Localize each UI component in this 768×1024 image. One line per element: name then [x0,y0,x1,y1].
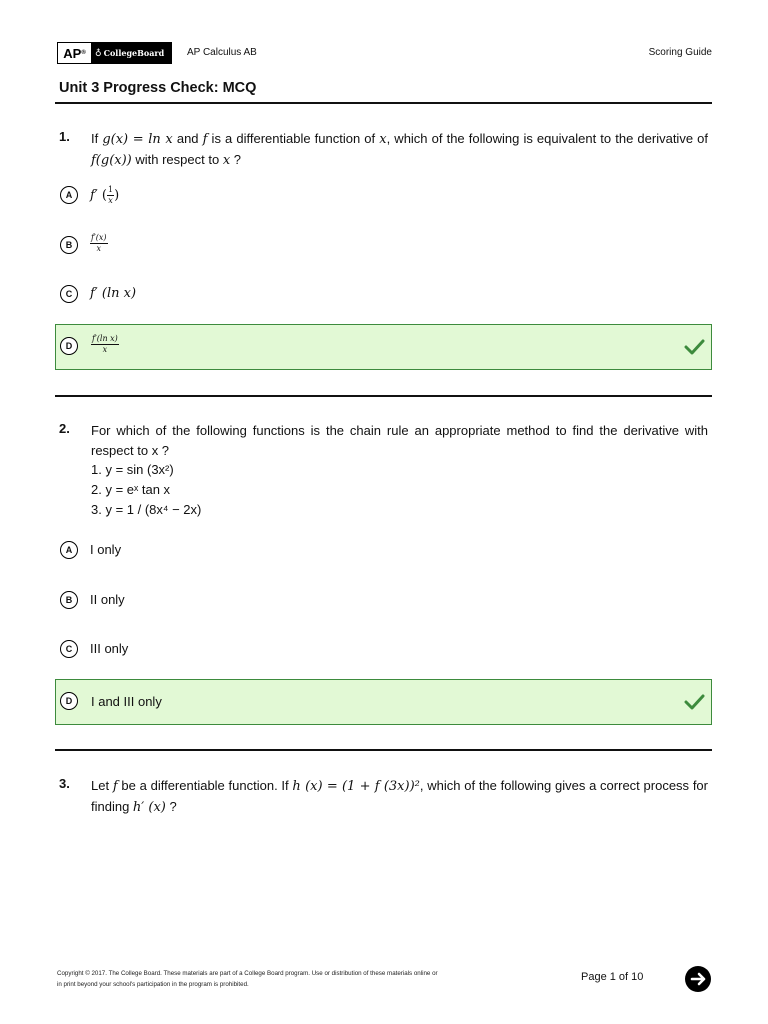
question-number: 2. [59,421,70,436]
function-item: 1. y = sin (3x²) [91,462,174,477]
choice-c[interactable] [55,627,712,673]
choice-letter-badge: B [60,236,78,254]
choice-d[interactable] [55,324,712,370]
course-name: AP Calculus AB [187,47,257,58]
choice-text: I only [90,542,122,557]
divider [55,395,712,397]
divider [55,749,712,751]
question-text: If g(x) = ln x and f is a differentiable function of x, which of the following is equivalent to the derivative of f(g(x)) with respect to x ? [91,131,708,168]
page-indicator: Page 1 of 10 [581,971,644,983]
function-list [91,460,201,520]
function-item: 2. y = eˣ tan x [91,482,171,497]
next-page-button[interactable] [685,966,711,992]
choice-text: f′ (ln x) [90,286,137,301]
divider [55,102,712,104]
question-text: For which of the following functions is the chain rule an appropriate method to find the derivative with respect to x ? [91,423,708,458]
checkmark-icon [683,336,705,358]
page-title: Unit 3 Progress Check: MCQ [59,80,257,96]
ap-collegeboard-logo [57,42,172,64]
choice-text: $\frac{f'(x)}{x}$ [91,233,107,253]
scoring-guide-label: Scoring Guide [648,47,712,58]
copyright-notice: Copyright © 2017. The College Board. These materials are part of a College Board program. Use or distribution of these materials online or in print beyond your school's participation in the program is prohibited. [57,970,438,988]
arrow-right-icon [685,966,711,992]
choice-letter-badge: A [60,541,78,559]
choice-letter-badge: D [60,337,78,355]
question-number: 1. [59,129,70,144]
ap-logo: AP ® [58,43,91,63]
acorn-icon: ♁ [95,48,102,58]
collegeboard-logo: ♁ CollegeBoard [91,43,171,63]
choice-b[interactable] [55,223,712,269]
choice-letter-badge: D [60,692,78,710]
question-number: 3. [59,776,70,791]
choice-letter-badge: C [60,285,78,303]
choice-d[interactable] [55,679,712,725]
choice-a[interactable] [55,173,712,219]
choice-letter-badge: C [60,640,78,658]
choice-letter-badge: B [60,591,78,609]
choice-b[interactable] [55,578,712,624]
choice-text: I and III only [91,694,162,709]
choice-text: f′ ( $\frac{1}{x}$ ) [90,185,120,205]
choice-a[interactable] [55,528,712,574]
function-item: 3. y = 1 / (8x⁴ − 2x) [91,502,202,517]
choice-text: II only [90,592,125,607]
choice-text: III only [90,641,129,656]
choice-text: $\frac{\text{f′(ln x)}}{x}$ [92,334,118,354]
choice-c[interactable] [55,272,712,318]
checkmark-icon [683,691,705,713]
question-text: Let f be a differentiable function. If h (x) = (1 + f (3x))², which of the following gives a correct process for finding h′ (x) ? [91,778,708,815]
choice-letter-badge: A [60,186,78,204]
